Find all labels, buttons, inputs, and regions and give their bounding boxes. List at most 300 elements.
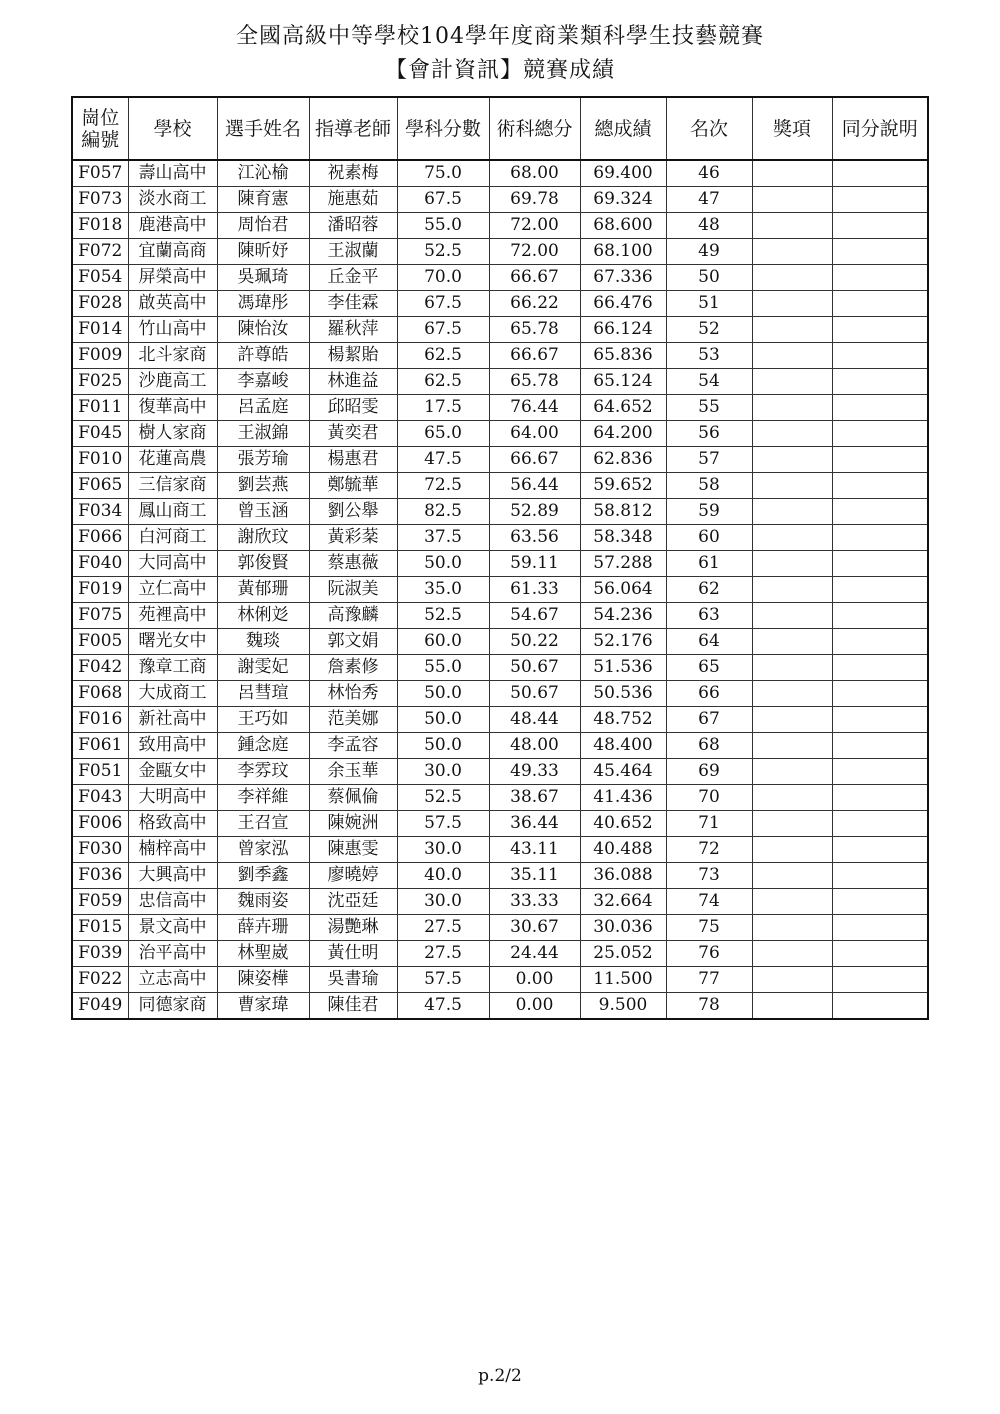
table-cell: 金甌女中 — [128, 759, 217, 785]
document-title: 全國高級中等學校104學年度商業類科學生技藝競賽 — [236, 24, 764, 49]
column-header: 選手姓名 — [217, 97, 309, 160]
column-header: 同分說明 — [832, 97, 928, 160]
table-cell: 72.00 — [489, 239, 580, 265]
table-cell — [832, 629, 928, 655]
table-cell: 林俐彣 — [217, 603, 309, 629]
table-cell — [752, 239, 832, 265]
table-cell: 68.600 — [580, 213, 666, 239]
table-cell: 李祥維 — [217, 785, 309, 811]
table-cell: 立志高中 — [128, 967, 217, 993]
table-row — [72, 551, 928, 577]
table-cell: 40.652 — [580, 811, 666, 837]
table-cell — [752, 967, 832, 993]
table-cell — [832, 369, 928, 395]
table-cell: F049 — [72, 993, 128, 1020]
table-row — [72, 343, 928, 369]
table-cell: 51 — [666, 291, 752, 317]
table-cell: 魏雨姿 — [217, 889, 309, 915]
table-cell: 王淑錦 — [217, 421, 309, 447]
table-cell: F059 — [72, 889, 128, 915]
table-cell — [752, 577, 832, 603]
table-cell: 鹿港高中 — [128, 213, 217, 239]
table-row — [72, 213, 928, 239]
table-cell: 54.67 — [489, 603, 580, 629]
table-cell: 詹素修 — [309, 655, 397, 681]
table-cell — [752, 265, 832, 291]
table-cell: 63 — [666, 603, 752, 629]
table-cell: F042 — [72, 655, 128, 681]
table-cell: F066 — [72, 525, 128, 551]
table-cell: 范美娜 — [309, 707, 397, 733]
table-cell: 李佳霖 — [309, 291, 397, 317]
table-cell: 65.0 — [397, 421, 489, 447]
table-cell: F010 — [72, 447, 128, 473]
table-cell: 黃郁珊 — [217, 577, 309, 603]
table-cell: 黃奕君 — [309, 421, 397, 447]
table-cell: 沙鹿高工 — [128, 369, 217, 395]
table-cell: 56.064 — [580, 577, 666, 603]
table-cell — [832, 967, 928, 993]
table-cell: F073 — [72, 187, 128, 213]
table-cell: 48.752 — [580, 707, 666, 733]
table-cell: 鄭毓華 — [309, 473, 397, 499]
table-cell: 59.11 — [489, 551, 580, 577]
table-cell: 54 — [666, 369, 752, 395]
table-cell: 70 — [666, 785, 752, 811]
table-cell: 祝素梅 — [309, 160, 397, 187]
table-cell: 67.5 — [397, 187, 489, 213]
table-cell: 61.33 — [489, 577, 580, 603]
table-row — [72, 941, 928, 967]
table-cell: F051 — [72, 759, 128, 785]
table-cell: 吳珮琦 — [217, 265, 309, 291]
table-cell: 豫章工商 — [128, 655, 217, 681]
table-cell: 46 — [666, 160, 752, 187]
table-cell — [832, 863, 928, 889]
table-cell: 65.836 — [580, 343, 666, 369]
table-cell: 66.124 — [580, 317, 666, 343]
table-cell — [832, 551, 928, 577]
table-cell: 75.0 — [397, 160, 489, 187]
table-row — [72, 187, 928, 213]
table-cell: 潘昭蓉 — [309, 213, 397, 239]
table-cell: 0.00 — [489, 967, 580, 993]
table-cell: 大明高中 — [128, 785, 217, 811]
table-cell: 淡水商工 — [128, 187, 217, 213]
table-cell: F025 — [72, 369, 128, 395]
table-cell: F043 — [72, 785, 128, 811]
table-row — [72, 369, 928, 395]
table-cell — [832, 889, 928, 915]
table-header-row — [72, 97, 928, 160]
table-cell: 林聖崴 — [217, 941, 309, 967]
table-cell: 30.036 — [580, 915, 666, 941]
table-cell — [832, 213, 928, 239]
table-cell: 30.0 — [397, 759, 489, 785]
table-cell: F011 — [72, 395, 128, 421]
table-cell: F028 — [72, 291, 128, 317]
table-cell: 陳佳君 — [309, 993, 397, 1020]
table-cell — [832, 785, 928, 811]
table-cell: 周怡君 — [217, 213, 309, 239]
table-cell: 27.5 — [397, 941, 489, 967]
column-header: 名次 — [666, 97, 752, 160]
table-cell — [752, 447, 832, 473]
table-cell: 73 — [666, 863, 752, 889]
table-cell: 楠梓高中 — [128, 837, 217, 863]
table-cell: 陳惠雯 — [309, 837, 397, 863]
table-cell: 66.476 — [580, 291, 666, 317]
table-cell: 33.33 — [489, 889, 580, 915]
table-cell: 大成商工 — [128, 681, 217, 707]
table-row — [72, 499, 928, 525]
table-cell: 37.5 — [397, 525, 489, 551]
table-cell — [752, 733, 832, 759]
table-cell: 同德家商 — [128, 993, 217, 1020]
table-cell — [752, 421, 832, 447]
table-cell: 57.5 — [397, 811, 489, 837]
table-cell: 40.0 — [397, 863, 489, 889]
table-cell: F068 — [72, 681, 128, 707]
table-cell: F054 — [72, 265, 128, 291]
table-cell: 49 — [666, 239, 752, 265]
table-cell: 三信家商 — [128, 473, 217, 499]
table-cell — [752, 525, 832, 551]
table-cell: 格致高中 — [128, 811, 217, 837]
table-cell — [832, 681, 928, 707]
table-cell: F030 — [72, 837, 128, 863]
table-cell: 40.488 — [580, 837, 666, 863]
table-cell: 55.0 — [397, 213, 489, 239]
table-cell: F014 — [72, 317, 128, 343]
table-cell: 57.5 — [397, 967, 489, 993]
table-cell: 74 — [666, 889, 752, 915]
table-row — [72, 837, 928, 863]
table-cell: 蔡佩倫 — [309, 785, 397, 811]
table-cell: 張芳瑜 — [217, 447, 309, 473]
table-cell — [752, 759, 832, 785]
table-cell: 47.5 — [397, 447, 489, 473]
table-cell — [752, 889, 832, 915]
table-row — [72, 317, 928, 343]
table-cell: 新社高中 — [128, 707, 217, 733]
table-cell: 52.5 — [397, 239, 489, 265]
table-row — [72, 759, 928, 785]
table-cell: 忠信高中 — [128, 889, 217, 915]
table-cell: 58.812 — [580, 499, 666, 525]
table-cell: 50 — [666, 265, 752, 291]
table-cell: 76 — [666, 941, 752, 967]
table-cell: 69 — [666, 759, 752, 785]
table-cell: 75 — [666, 915, 752, 941]
table-cell: 56 — [666, 421, 752, 447]
table-cell — [832, 915, 928, 941]
table-cell — [752, 863, 832, 889]
table-cell: 馮瑋彤 — [217, 291, 309, 317]
table-cell — [832, 239, 928, 265]
table-cell: 48.400 — [580, 733, 666, 759]
table-cell: 56.44 — [489, 473, 580, 499]
table-cell — [832, 941, 928, 967]
table-row — [72, 863, 928, 889]
results-table — [71, 96, 929, 1020]
table-cell: 52.5 — [397, 785, 489, 811]
table-cell: 64.200 — [580, 421, 666, 447]
table-cell: 77 — [666, 967, 752, 993]
table-cell: 陳婉洲 — [309, 811, 397, 837]
table-cell: 72 — [666, 837, 752, 863]
table-cell: 30.67 — [489, 915, 580, 941]
table-row — [72, 265, 928, 291]
table-row — [72, 291, 928, 317]
table-cell: F065 — [72, 473, 128, 499]
table-cell — [752, 681, 832, 707]
table-cell: 蔡惠薇 — [309, 551, 397, 577]
table-cell: 鍾念庭 — [217, 733, 309, 759]
table-cell: 65 — [666, 655, 752, 681]
table-cell: 李孟容 — [309, 733, 397, 759]
table-cell: 57.288 — [580, 551, 666, 577]
table-cell: 70.0 — [397, 265, 489, 291]
table-cell: 鳳山商工 — [128, 499, 217, 525]
table-cell — [752, 160, 832, 187]
table-cell — [752, 499, 832, 525]
table-cell — [832, 759, 928, 785]
table-row — [72, 785, 928, 811]
table-cell: 黃彩棻 — [309, 525, 397, 551]
table-cell: 宜蘭高商 — [128, 239, 217, 265]
table-row — [72, 889, 928, 915]
table-cell: 白河商工 — [128, 525, 217, 551]
table-cell: 劉公舉 — [309, 499, 397, 525]
table-cell: 65.124 — [580, 369, 666, 395]
table-cell: 17.5 — [397, 395, 489, 421]
table-cell: 62.5 — [397, 343, 489, 369]
table-cell: 47.5 — [397, 993, 489, 1020]
table-cell: F057 — [72, 160, 128, 187]
table-cell: 竹山高中 — [128, 317, 217, 343]
table-cell: 王淑蘭 — [309, 239, 397, 265]
table-cell: 樹人家商 — [128, 421, 217, 447]
table-cell: 苑裡高中 — [128, 603, 217, 629]
table-cell: 50.0 — [397, 681, 489, 707]
table-cell — [832, 317, 928, 343]
column-header: 獎項 — [752, 97, 832, 160]
table-cell: 53 — [666, 343, 752, 369]
table-cell: 啟英高中 — [128, 291, 217, 317]
table-cell: F005 — [72, 629, 128, 655]
table-cell: 66.22 — [489, 291, 580, 317]
table-cell: F075 — [72, 603, 128, 629]
results-body — [72, 160, 928, 1019]
table-cell: 65.78 — [489, 369, 580, 395]
table-cell: 30.0 — [397, 889, 489, 915]
table-cell: 59 — [666, 499, 752, 525]
table-cell: 47 — [666, 187, 752, 213]
table-cell: 曾玉涵 — [217, 499, 309, 525]
table-cell: 67.5 — [397, 291, 489, 317]
table-cell: F039 — [72, 941, 128, 967]
table-cell: 屏榮高中 — [128, 265, 217, 291]
table-cell: 55.0 — [397, 655, 489, 681]
table-cell: F015 — [72, 915, 128, 941]
column-header: 總成績 — [580, 97, 666, 160]
table-cell: 68 — [666, 733, 752, 759]
table-row — [72, 577, 928, 603]
table-cell: 許尊皓 — [217, 343, 309, 369]
table-cell: 67.336 — [580, 265, 666, 291]
table-cell: 64.00 — [489, 421, 580, 447]
table-cell: 林怡秀 — [309, 681, 397, 707]
table-cell: 王召宣 — [217, 811, 309, 837]
table-row — [72, 421, 928, 447]
table-cell: 曾家泓 — [217, 837, 309, 863]
table-cell: 楊絜貽 — [309, 343, 397, 369]
table-cell: F019 — [72, 577, 128, 603]
table-cell: 薛卉珊 — [217, 915, 309, 941]
table-cell: 35.11 — [489, 863, 580, 889]
table-cell: 52.89 — [489, 499, 580, 525]
table-row — [72, 733, 928, 759]
table-cell: 景文高中 — [128, 915, 217, 941]
table-cell: 60.0 — [397, 629, 489, 655]
table-cell: 36.44 — [489, 811, 580, 837]
table-cell: 壽山高中 — [128, 160, 217, 187]
table-cell: 立仁高中 — [128, 577, 217, 603]
table-cell: 38.67 — [489, 785, 580, 811]
table-cell: 曹家瑋 — [217, 993, 309, 1020]
table-cell — [752, 291, 832, 317]
table-cell: F016 — [72, 707, 128, 733]
table-cell: 呂孟庭 — [217, 395, 309, 421]
table-row — [72, 473, 928, 499]
table-cell: 57 — [666, 447, 752, 473]
table-cell: 69.324 — [580, 187, 666, 213]
table-cell — [832, 603, 928, 629]
table-cell — [752, 837, 832, 863]
table-cell: F022 — [72, 967, 128, 993]
table-cell: 羅秋萍 — [309, 317, 397, 343]
table-cell: 48 — [666, 213, 752, 239]
table-cell: F036 — [72, 863, 128, 889]
table-cell: F034 — [72, 499, 128, 525]
table-cell — [832, 187, 928, 213]
table-cell — [832, 655, 928, 681]
table-cell: 60 — [666, 525, 752, 551]
table-cell: 45.464 — [580, 759, 666, 785]
table-cell: 35.0 — [397, 577, 489, 603]
document-subtitle: 【會計資訊】競賽成績 — [384, 58, 615, 83]
table-cell: 25.052 — [580, 941, 666, 967]
table-row — [72, 395, 928, 421]
table-cell — [752, 369, 832, 395]
table-cell — [832, 499, 928, 525]
table-cell — [752, 941, 832, 967]
table-cell: 大同高中 — [128, 551, 217, 577]
table-cell — [752, 629, 832, 655]
table-cell: 63.56 — [489, 525, 580, 551]
table-cell: 66.67 — [489, 447, 580, 473]
table-cell: 50.67 — [489, 655, 580, 681]
table-cell: 湯艷琳 — [309, 915, 397, 941]
table-cell: F045 — [72, 421, 128, 447]
table-cell: 62.836 — [580, 447, 666, 473]
table-cell — [832, 160, 928, 187]
table-cell: 11.500 — [580, 967, 666, 993]
table-cell: 69.400 — [580, 160, 666, 187]
table-cell: 30.0 — [397, 837, 489, 863]
table-cell — [752, 785, 832, 811]
table-cell: F061 — [72, 733, 128, 759]
table-cell: 陳姿樺 — [217, 967, 309, 993]
table-cell: 48.44 — [489, 707, 580, 733]
table-cell: 66.67 — [489, 265, 580, 291]
table-cell: 32.664 — [580, 889, 666, 915]
page-number: p.2/2 — [478, 1366, 522, 1386]
table-cell: 謝欣玟 — [217, 525, 309, 551]
table-cell: 廖曉婷 — [309, 863, 397, 889]
table-cell: 58 — [666, 473, 752, 499]
table-cell: 49.33 — [489, 759, 580, 785]
table-cell: 邱昭雯 — [309, 395, 397, 421]
table-row — [72, 681, 928, 707]
table-cell: 高豫麟 — [309, 603, 397, 629]
table-cell: 67.5 — [397, 317, 489, 343]
table-cell: 64.652 — [580, 395, 666, 421]
table-cell: 52.176 — [580, 629, 666, 655]
table-cell: 楊惠君 — [309, 447, 397, 473]
table-cell: 郭俊賢 — [217, 551, 309, 577]
column-header: 指導老師 — [309, 97, 397, 160]
column-header: 術科總分 — [489, 97, 580, 160]
table-cell — [752, 655, 832, 681]
table-cell: 43.11 — [489, 837, 580, 863]
table-cell — [752, 343, 832, 369]
table-cell: 丘金平 — [309, 265, 397, 291]
table-cell: 78 — [666, 993, 752, 1020]
table-cell: 阮淑美 — [309, 577, 397, 603]
table-cell — [752, 993, 832, 1020]
table-row — [72, 160, 928, 187]
table-cell — [752, 473, 832, 499]
table-cell: 50.536 — [580, 681, 666, 707]
table-cell: 沈亞廷 — [309, 889, 397, 915]
table-cell — [832, 733, 928, 759]
table-cell: 72.00 — [489, 213, 580, 239]
table-cell: 68.100 — [580, 239, 666, 265]
table-cell — [832, 395, 928, 421]
table-cell: 王巧如 — [217, 707, 309, 733]
table-cell: 陳昕妤 — [217, 239, 309, 265]
table-cell: 55 — [666, 395, 752, 421]
table-row — [72, 811, 928, 837]
table-cell: 50.67 — [489, 681, 580, 707]
table-cell — [752, 187, 832, 213]
table-cell — [832, 343, 928, 369]
table-row — [72, 447, 928, 473]
table-cell — [752, 395, 832, 421]
table-cell: 41.436 — [580, 785, 666, 811]
table-cell: 50.0 — [397, 707, 489, 733]
table-cell: 郭文娟 — [309, 629, 397, 655]
table-cell — [832, 421, 928, 447]
table-cell: 36.088 — [580, 863, 666, 889]
table-cell: 0.00 — [489, 993, 580, 1020]
table-cell — [752, 551, 832, 577]
table-cell — [832, 837, 928, 863]
table-row — [72, 967, 928, 993]
table-cell: 71 — [666, 811, 752, 837]
